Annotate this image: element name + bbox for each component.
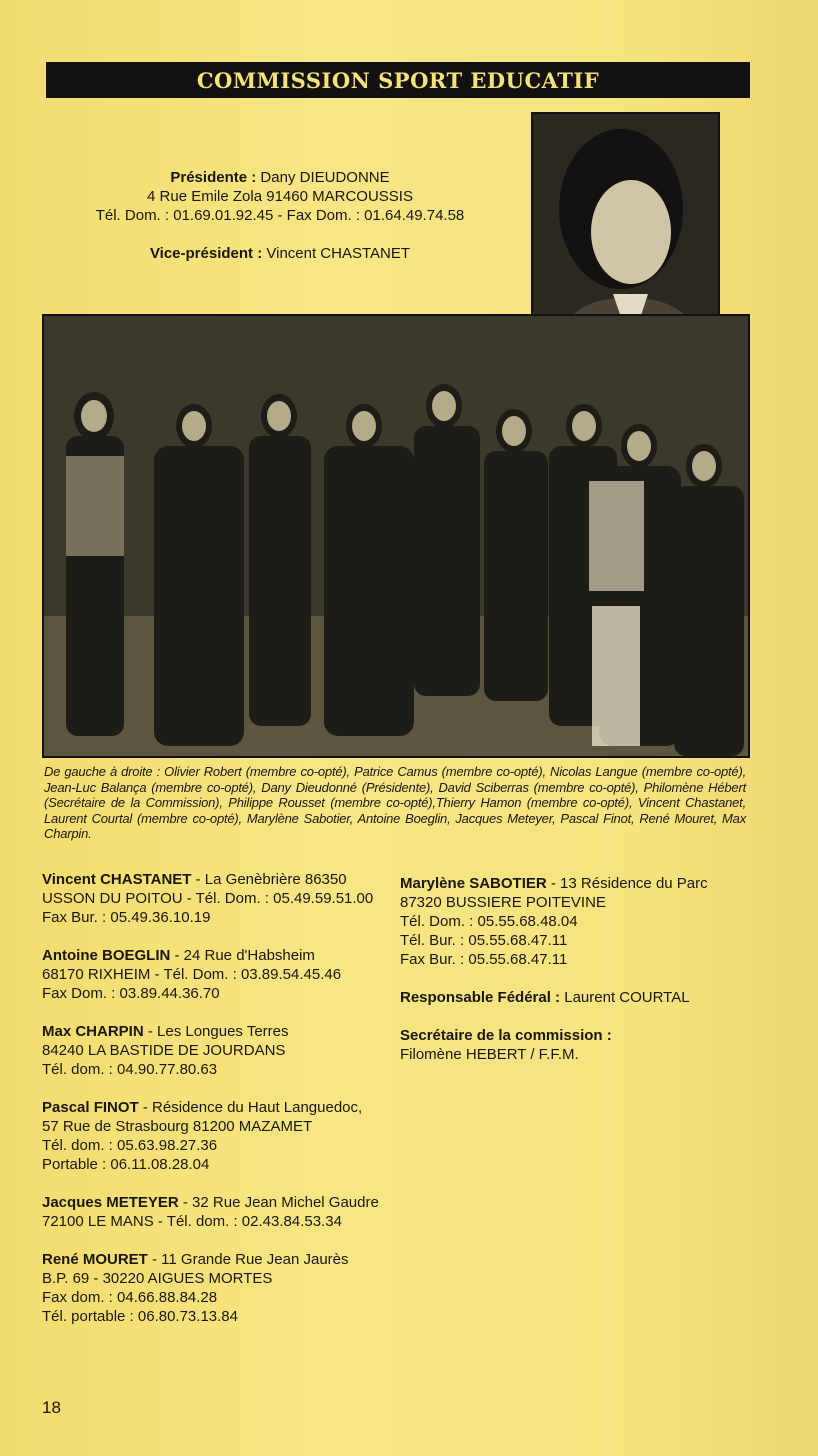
vice-president-line [90, 244, 470, 263]
member-line: Tél. dom. : 04.90.77.80.63 [42, 1061, 218, 1078]
member-entry [42, 870, 392, 927]
member-detail: - Les Longues Terres [143, 1023, 289, 1040]
portrait-image [533, 114, 718, 346]
vice-label: Vice-président : [149, 245, 263, 262]
member-name: René MOURET [42, 1251, 148, 1268]
federal-label: Responsable Fédéral : [400, 989, 561, 1006]
member-line [42, 1098, 392, 1117]
member-line [400, 874, 760, 893]
vice-name: Vincent CHASTANET [266, 245, 411, 262]
member-entry [42, 946, 392, 1003]
members-right-column [400, 874, 760, 1083]
member-detail: - La Genèbrière 86350 [191, 871, 347, 888]
member-line: Fax dom. : 04.66.88.84.28 [42, 1289, 218, 1306]
member-line [42, 1022, 392, 1041]
member-name: Antoine BOEGLIN [42, 947, 171, 964]
president-line [90, 168, 470, 187]
president-label: Présidente : [170, 169, 257, 186]
member-entry [42, 1193, 392, 1231]
member-line: Tél. portable : 06.80.73.13.84 [42, 1308, 238, 1325]
member-line: Tél. Dom. : 05.55.68.48.04 [400, 913, 578, 930]
member-name: Max CHARPIN [42, 1023, 144, 1040]
president-phone: Tél. Dom. : 01.69.01.92.45 - Fax Dom. : 01.64.49.74.58 [95, 207, 465, 224]
member-name: Pascal FINOT [42, 1099, 139, 1116]
banner-title: COMMISSION SPORT EDUCATIF [196, 67, 600, 93]
photo-caption: De gauche à droite : Olivier Robert (membre co-opté), Patrice Camus (membre co-opté), Nicolas Langue (membre co-opté), Jean-Luc Balança (membre co-opté), Dany Dieudonné (Présidente), David Sciberras (membre co-opté), Philomène Hébert (Secrétaire de la Commission), Philippe Rousset (membre co-opté),Thierry Hamon (membre co-opté), Vincent Chastanet, Laurent Courtal (membre co-opté), Marylène Sabotier, Antoine Boeglin, Jacques Meteyer, Pascal Finot, René Mouret, Max Charpin. [44, 764, 746, 841]
section-banner [46, 62, 750, 98]
president-address: 4 Rue Emile Zola 91460 MARCOUSSIS [147, 188, 413, 205]
member-line: Tél. Bur. : 05.55.68.47.11 [400, 932, 568, 949]
member-detail: - 11 Grande Rue Jean Jaurès [147, 1251, 349, 1268]
member-line: 84240 LA BASTIDE DE JOURDANS [42, 1042, 286, 1059]
member-line [42, 1250, 392, 1269]
commission-secretary [400, 1026, 760, 1064]
member-line: B.P. 69 - 30220 AIGUES MORTES [42, 1270, 273, 1287]
member-name: Marylène SABOTIER [400, 875, 547, 892]
member-detail: - Résidence du Haut Languedoc, [138, 1099, 363, 1116]
member-entry [42, 1098, 392, 1174]
members-left-column [42, 870, 392, 1345]
member-line: Fax Bur. : 05.55.68.47.11 [400, 951, 568, 968]
group-photo [42, 314, 750, 758]
member-name: Jacques METEYER [42, 1194, 179, 1211]
presidency-block [90, 168, 470, 263]
member-entry [42, 1022, 392, 1079]
member-detail: - 24 Rue d'Habsheim [170, 947, 315, 964]
member-line: Portable : 06.11.08.28.04 [42, 1156, 210, 1173]
president-name: Dany DIEUDONNE [260, 169, 390, 186]
member-line [42, 946, 392, 965]
secretary-label: Secrétaire de la commission : [400, 1027, 612, 1044]
member-line: 87320 BUSSIERE POITEVINE [400, 894, 606, 911]
member-line [42, 870, 392, 889]
page-number: 18 [42, 1398, 61, 1417]
federal-name: Laurent COURTAL [564, 989, 690, 1006]
member-entry [400, 874, 760, 969]
member-line: Fax Dom. : 03.89.44.36.70 [42, 985, 220, 1002]
secretary-name: Filomène HEBERT / F.F.M. [400, 1046, 579, 1063]
member-line: 57 Rue de Strasbourg 81200 MAZAMET [42, 1118, 313, 1135]
group-photo-image [44, 316, 748, 756]
member-name: Vincent CHASTANET [42, 871, 192, 888]
federal-responsible [400, 988, 760, 1007]
member-line [42, 1193, 392, 1212]
member-detail: - 13 Résidence du Parc [546, 875, 708, 892]
member-line: 72100 LE MANS - Tél. dom. : 02.43.84.53.34 [42, 1213, 342, 1230]
member-line: 68170 RIXHEIM - Tél. Dom. : 03.89.54.45.46 [42, 966, 342, 983]
member-line: Tél. dom. : 05.63.98.27.36 [42, 1137, 218, 1154]
president-portrait-photo [531, 112, 720, 348]
member-detail: - 32 Rue Jean Michel Gaudre [178, 1194, 379, 1211]
member-entry [42, 1250, 392, 1326]
member-line: USSON DU POITOU - Tél. Dom. : 05.49.59.51.00 [42, 890, 374, 907]
member-line: Fax Bur. : 05.49.36.10.19 [42, 909, 211, 926]
